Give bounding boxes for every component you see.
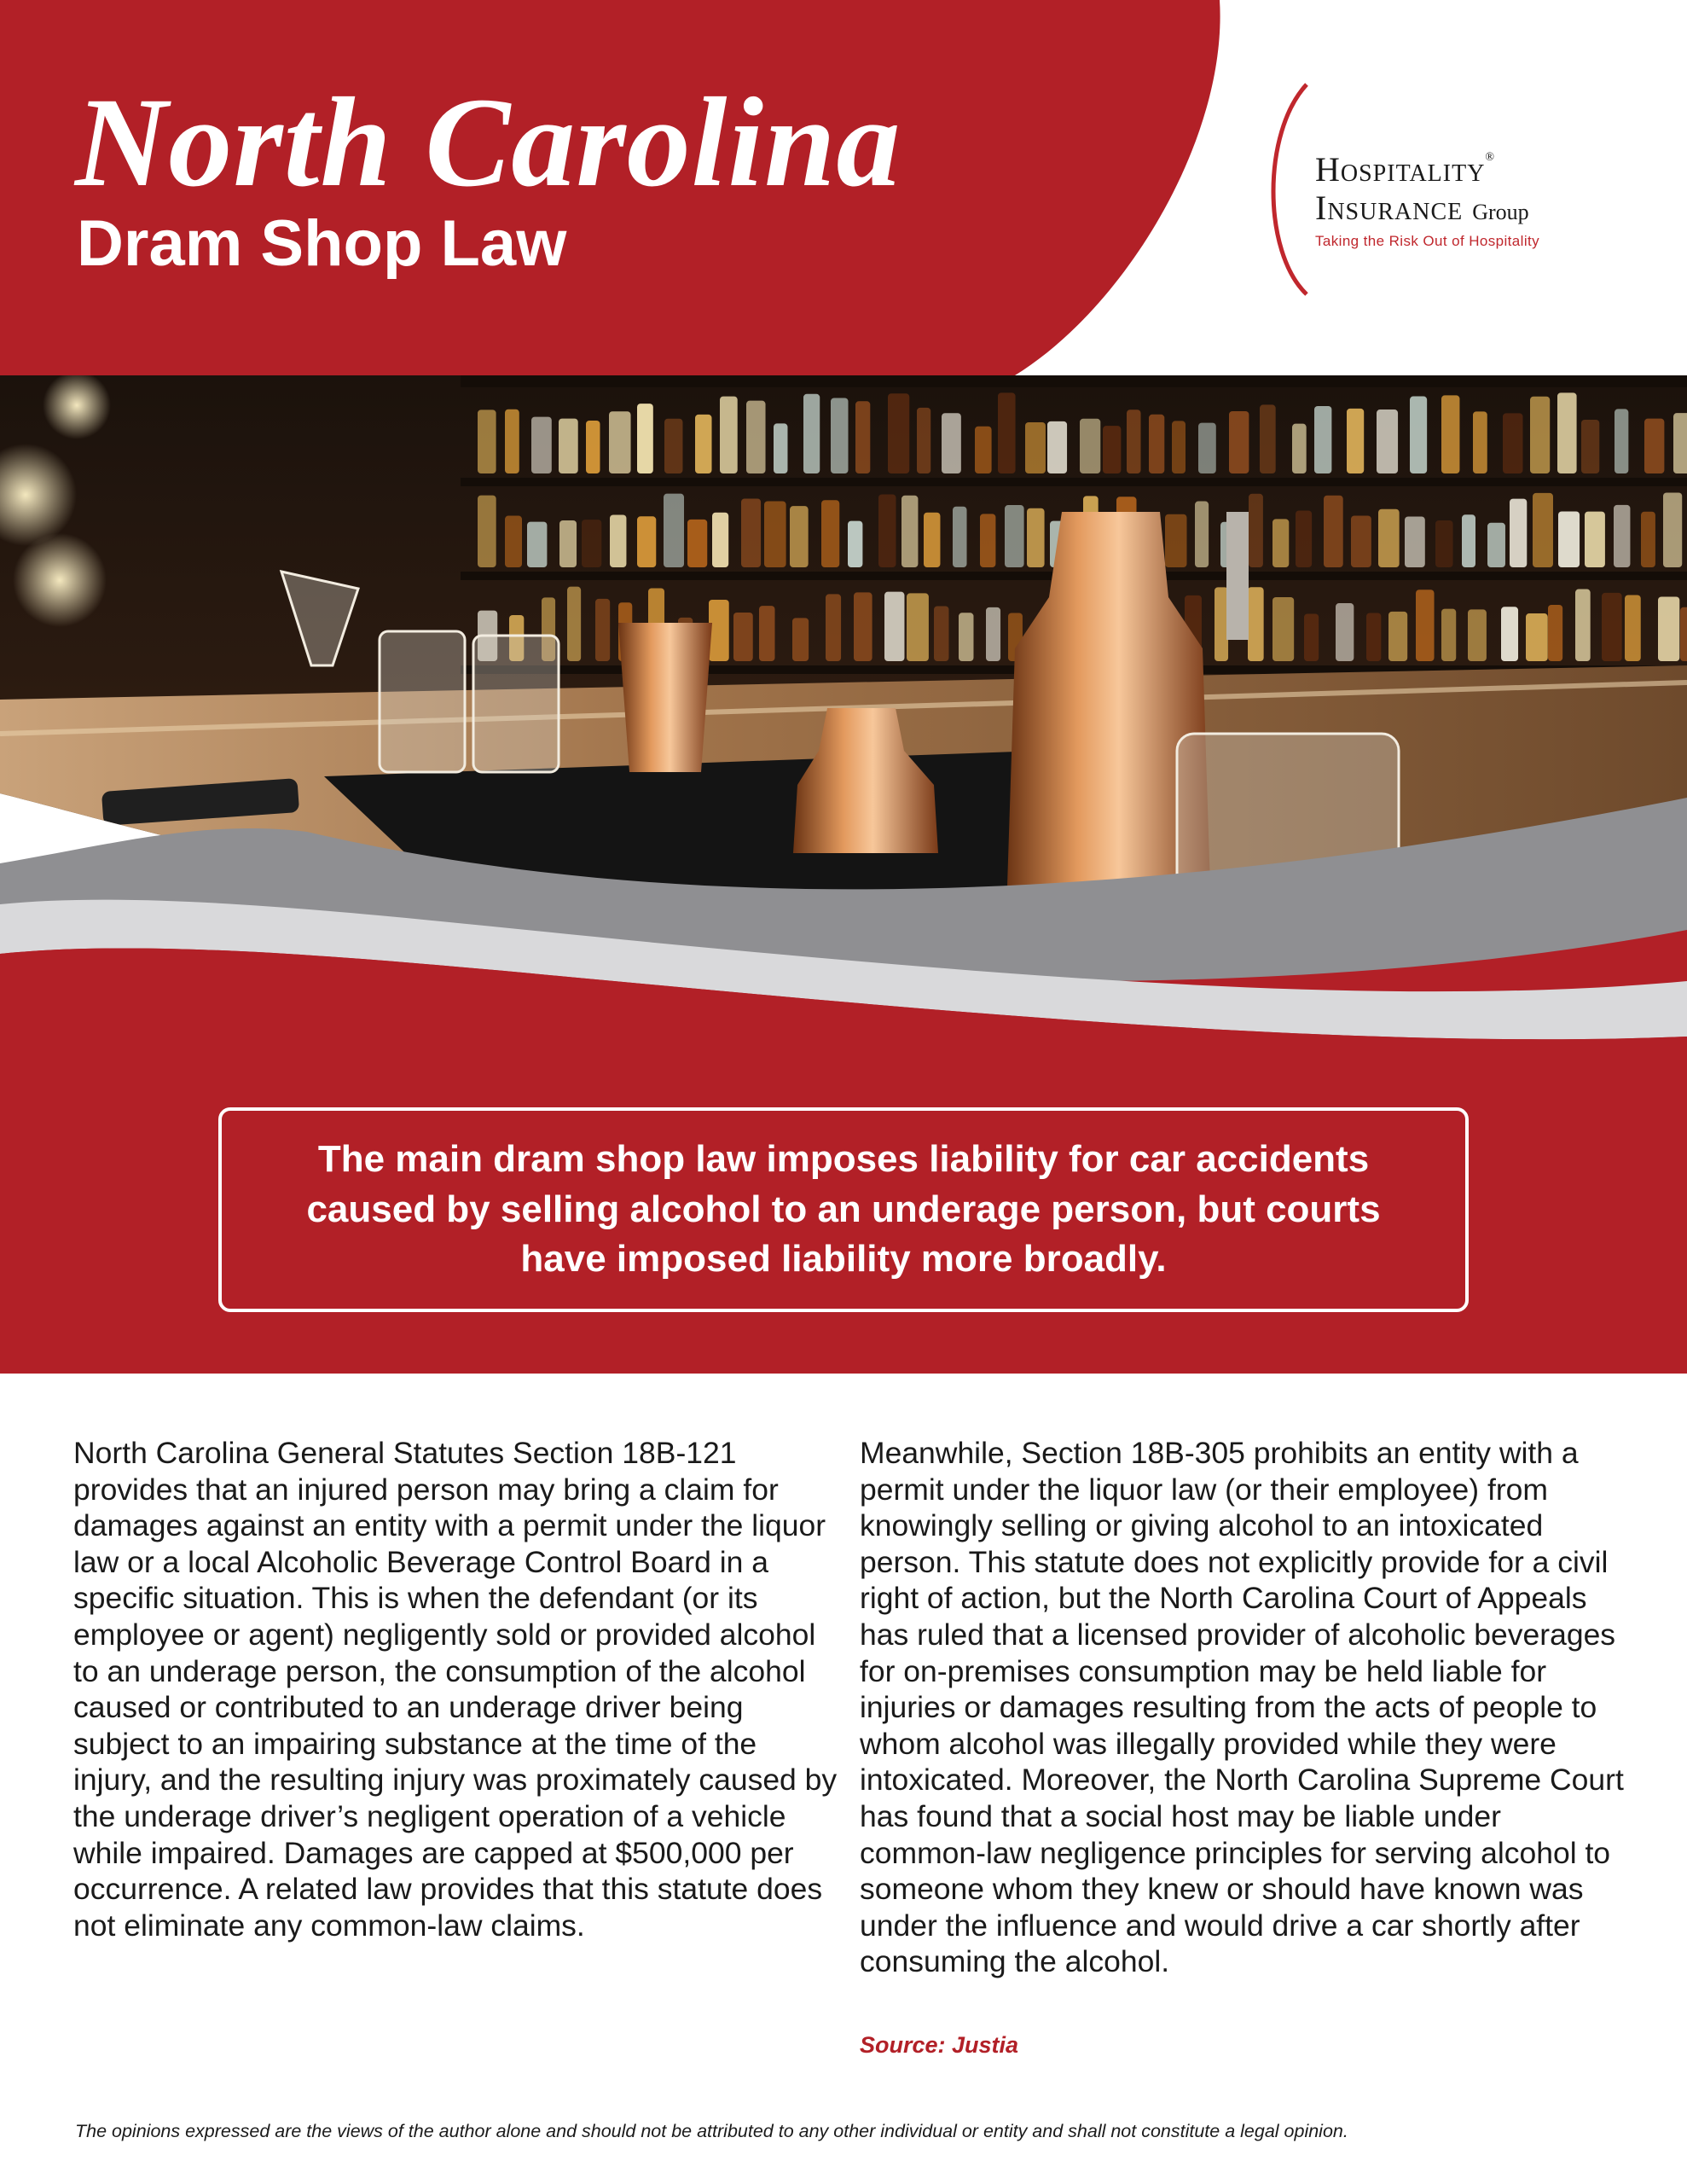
bottle-shape [1473,411,1487,473]
logo-arc-icon [1254,81,1322,303]
bottle-shape [582,520,601,567]
bottle-shape [1198,423,1216,473]
bottle-shape [901,496,918,567]
bottle-shape [848,521,862,567]
bottle-shape [934,606,948,661]
bottle-shape [975,427,992,473]
bottle-shape [1673,413,1687,473]
bottle-shape [687,520,707,567]
bottle-shape [720,397,738,473]
bottle-shape [1378,509,1400,567]
callout-text: The main dram shop law imposes liability for car accidents caused by selling alcohol to an underage person, but courts have imposed liability more broadly. [306,1138,1381,1281]
bottle-shape [1080,419,1100,473]
bottle-shape [1377,410,1398,473]
bottle-shape [878,494,896,567]
bottle-shape [733,613,753,661]
bottle-shape [741,498,761,567]
bottle-shape [527,522,547,567]
bottle-shape [1272,519,1289,567]
bottle-shape [1249,494,1263,567]
bottle-shape [559,520,577,567]
bottle-shape [1103,426,1121,473]
bottle-shape [1127,410,1141,473]
bottle-shape [1027,508,1045,567]
bottle-shape [998,392,1016,473]
bottle-shape [1548,605,1562,661]
bottle-shape [595,599,610,661]
bottle-shape [831,398,849,473]
callout-box [218,1107,1469,1312]
bottle-shape [764,501,786,567]
bottle-shape [1172,421,1186,473]
bottle-shape [1602,593,1622,661]
logo-tagline: Taking the Risk Out of Hospitality [1315,233,1540,249]
bottle-shape [478,496,496,567]
bottle-shape [709,600,729,661]
bottle-shape [884,592,904,661]
bottle-shape [478,410,496,473]
logo-wordmark-line2: Insurance Group [1315,189,1529,227]
bottle-shape [1441,609,1456,661]
legal-disclaimer: The opinions expressed are the views of the author alone and should not be attributed to any other individual or entity and shall not constitute a legal opinion. [75,2121,1348,2141]
bottle-shape [1435,520,1453,567]
bottle-shape [1501,607,1518,661]
bottle-shape [586,421,600,473]
bottle-shape [610,514,626,567]
bottle-shape [1625,595,1641,661]
bottle-shape [888,393,909,473]
bottle-shape [821,500,839,567]
bottle-shape [567,587,581,661]
bottle-shape [1304,613,1319,661]
bottle-shape [1658,596,1679,661]
bottle-shape [664,419,682,473]
logo-wordmark-line1: Hospitality® [1315,150,1496,189]
bottle-shape [1272,597,1294,661]
bottle-shape [1614,505,1630,567]
bottle-shape [1229,411,1249,473]
bottle-shape [774,423,787,473]
bottle-shape [1462,514,1475,567]
bottle-shape [1487,523,1505,567]
bottle-shape [1324,496,1343,567]
bottle-shape [1526,613,1548,661]
bottle-shape [1351,516,1371,567]
bottle-shape [924,513,940,567]
bottle-shape [1314,406,1331,473]
bottle-shape [1558,511,1580,567]
bottle-shape [1680,607,1687,661]
bottle-shape [759,606,774,661]
bottle-shape [1149,415,1164,473]
bottle-shape [1388,612,1407,661]
bottle-shape [855,401,870,473]
bottle-shape [953,507,967,567]
bottle-shape [1503,413,1523,473]
bottle-shape [1347,409,1364,473]
bottle-shape [792,618,809,661]
bottle-shape [1644,419,1664,473]
bottle-shape [980,514,995,567]
bottle-shape [1292,424,1307,473]
company-logo [1254,81,1612,303]
bottle-shape [1405,516,1425,567]
bottle-shape [1615,409,1628,473]
bottle-shape [1047,421,1067,473]
bottle-shape [1585,512,1605,567]
bottle-shape [1468,609,1487,661]
bottle-shape [790,506,809,567]
body-column-left: North Carolina General Statutes Section 18B-121 provides that an injured person may bring a claim for damages against an entity with a permit under the liquor law or a local Alcoholic Beverage Control Board in a specific situation. This is when the defendant (or its employee or agent) negligently sold or provided alcohol to an underage person, the consumption of the alcohol caused or contributed to an underage driver being subject to an impairing substance at the time of the injury, and the resulting injury was proximately caused by the underage driver’s negligent operation of a vehicle while impaired. Damages are capped at $500,000 per occurrence. A related law provides that this statute does not eliminate any common-law claims. [73,1436,838,1943]
bottle-shape [1366,613,1381,661]
bottle-shape [1025,422,1046,473]
bottle-shape [1195,502,1209,567]
body-column-right: Meanwhile, Section 18B-305 prohibits an entity with a permit under the liquor law (or their employee) from knowingly selling or giving alcohol to an intoxicated person. This statute does not explicitly provide for a civil right of action, but the North Carolina Court of Appeals has ruled that a licensed provider of alcoholic beverages for on-premises consumption may be held liable for injuries or damages resulting from the acts of people to whom alcohol was illegally provided while they were intoxicated. Moreover, the North Carolina Supreme Court has found that a social host may be liable under common-law negligence principles for serving alcohol to someone whom they knew or should have known was under the influence and would drive a car shortly after consuming the alcohol. [860,1436,1624,1979]
bottle-shape [1530,397,1550,473]
bottle-shape [1581,420,1599,473]
source-citation: Source: Justia [860,2032,1019,2058]
bottle-shape [917,408,930,473]
bottle-shape [959,613,973,661]
bottle-shape [826,594,841,661]
bottle-shape [907,593,929,661]
bottle-shape [1663,492,1682,567]
bottle-shape [1441,395,1459,473]
bottle-shape [695,415,712,473]
bottle-shape [1005,505,1024,567]
bottle-shape [712,513,728,567]
bottle-shape [1557,392,1577,473]
bottle-shape [1248,587,1264,661]
bottle-shape [664,494,684,567]
bottle-shape [1410,397,1427,473]
bottle-shape [1533,493,1553,567]
bottle-shape [1165,514,1186,567]
bottle-shape [1260,404,1276,473]
bottle-shape [1575,590,1591,661]
bottle-shape [505,410,519,473]
bottle-shape [637,404,653,473]
bottle-shape [803,394,820,473]
bottle-shape [1336,603,1354,661]
page-title: North Carolina [75,72,901,213]
bottle-shape [1296,511,1312,567]
bottle-shape [942,413,961,473]
bottle-shape [609,411,631,473]
bottle-shape [1416,590,1435,661]
bottle-shape [1215,587,1228,661]
bottle-shape [746,401,766,473]
bottle-shape [505,516,522,567]
page-subtitle: Dram Shop Law [77,207,567,280]
bottle-shape [854,592,872,661]
bottle-shape [637,516,656,567]
bottle-shape [1510,499,1527,567]
bottle-shape [531,417,552,473]
bottle-shape [986,607,1000,661]
bottle-shape [1641,512,1655,567]
bottle-shape [559,419,578,473]
